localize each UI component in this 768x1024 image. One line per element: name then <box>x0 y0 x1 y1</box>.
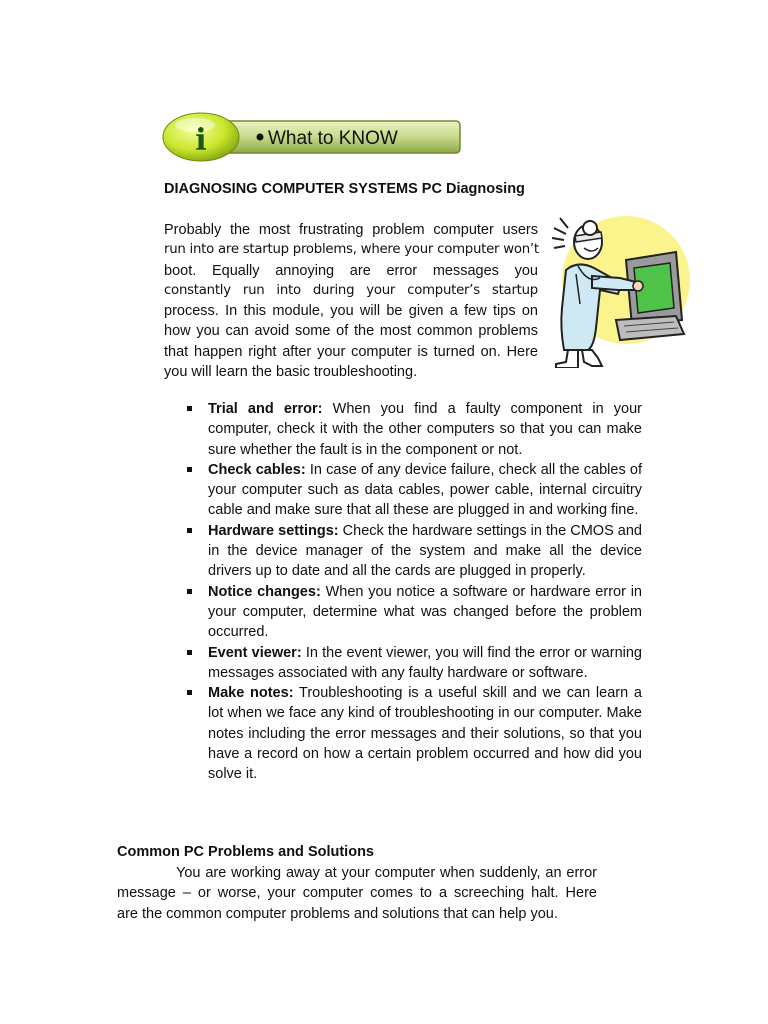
tip-text: Check the hardware settings in the CMOS and in the device manager of the system and make all the device drivers up to date and all the cards are plugged in properly. <box>208 522 643 580</box>
section-paragraph <box>117 863 597 924</box>
banner-graphic <box>162 112 462 162</box>
list-item <box>186 399 642 460</box>
tip-term: Check cables: <box>208 461 306 478</box>
tip-term: Event viewer: <box>208 644 302 661</box>
intro-paragraph <box>164 220 538 382</box>
list-item <box>186 643 642 684</box>
intro-line: that happen right after your computer is turned on. Here <box>164 343 538 360</box>
tip-term: Hardware settings: <box>208 522 339 539</box>
tip-term: Make notes: <box>208 685 294 702</box>
tip-text: When you find a faulty component in your computer, check it with the other computers so that you can make sure whether the fault is in the component or not. <box>208 401 643 458</box>
troubleshooting-tips-list <box>186 399 642 785</box>
page-title: DIAGNOSING COMPUTER SYSTEMS PC Diagnosing <box>164 181 525 197</box>
tip-text: When you notice a software or hardware error in your computer, determine what was changed before the problem occurred. <box>208 583 643 641</box>
intro-line: how you can avoid some of the most common problems <box>164 323 538 340</box>
section-line: are the common computer problems and solutions that can help you. <box>117 905 558 922</box>
list-item <box>186 521 642 582</box>
tip-term: Notice changes: <box>208 583 321 600</box>
tip-text: Troubleshooting is a useful skill and we can learn a lot when we face any kind of troubleshooting in our computer. Make notes including the error messages and their solutions, so that you have a record on how a certain problem occurred and how did you solve it. <box>208 685 642 783</box>
section-line: You are working away at your computer when suddenly, an error <box>176 865 597 881</box>
tip-text: In case of any device failure, check all the cables of your computer such as data cables, power cable, internal circuitry cable and make sure that all these are plugged in and working fine. <box>208 461 642 519</box>
intro-line: Probably the most frustrating problem computer users <box>164 222 538 238</box>
tip-text: In the event viewer, you will find the error or warning messages associated with any faulty hardware or software. <box>208 644 642 681</box>
banner-label: What to KNOW <box>268 128 398 149</box>
intro-line: you will learn the basic troubleshooting. <box>164 364 418 381</box>
what-to-know-banner <box>162 112 462 162</box>
list-item <box>186 683 642 784</box>
list-item <box>186 582 642 643</box>
intro-line: process. In this module, you will be given a few tips on <box>164 303 538 320</box>
intro-line: constantly run into during your computer’s startup <box>164 282 538 298</box>
section-line: message – or worse, your computer comes to a screeching halt. Here <box>117 885 597 902</box>
doctor-computer-illustration <box>548 208 690 368</box>
intro-line: run into are startup problems, where your computer won’t <box>164 242 539 258</box>
intro-line: boot. Equally annoying are error messages you <box>164 262 538 279</box>
info-icon: i <box>195 123 207 158</box>
list-item <box>186 460 642 521</box>
section-title: Common PC Problems and Solutions <box>117 844 374 860</box>
tip-term: Trial and error: <box>208 401 323 417</box>
